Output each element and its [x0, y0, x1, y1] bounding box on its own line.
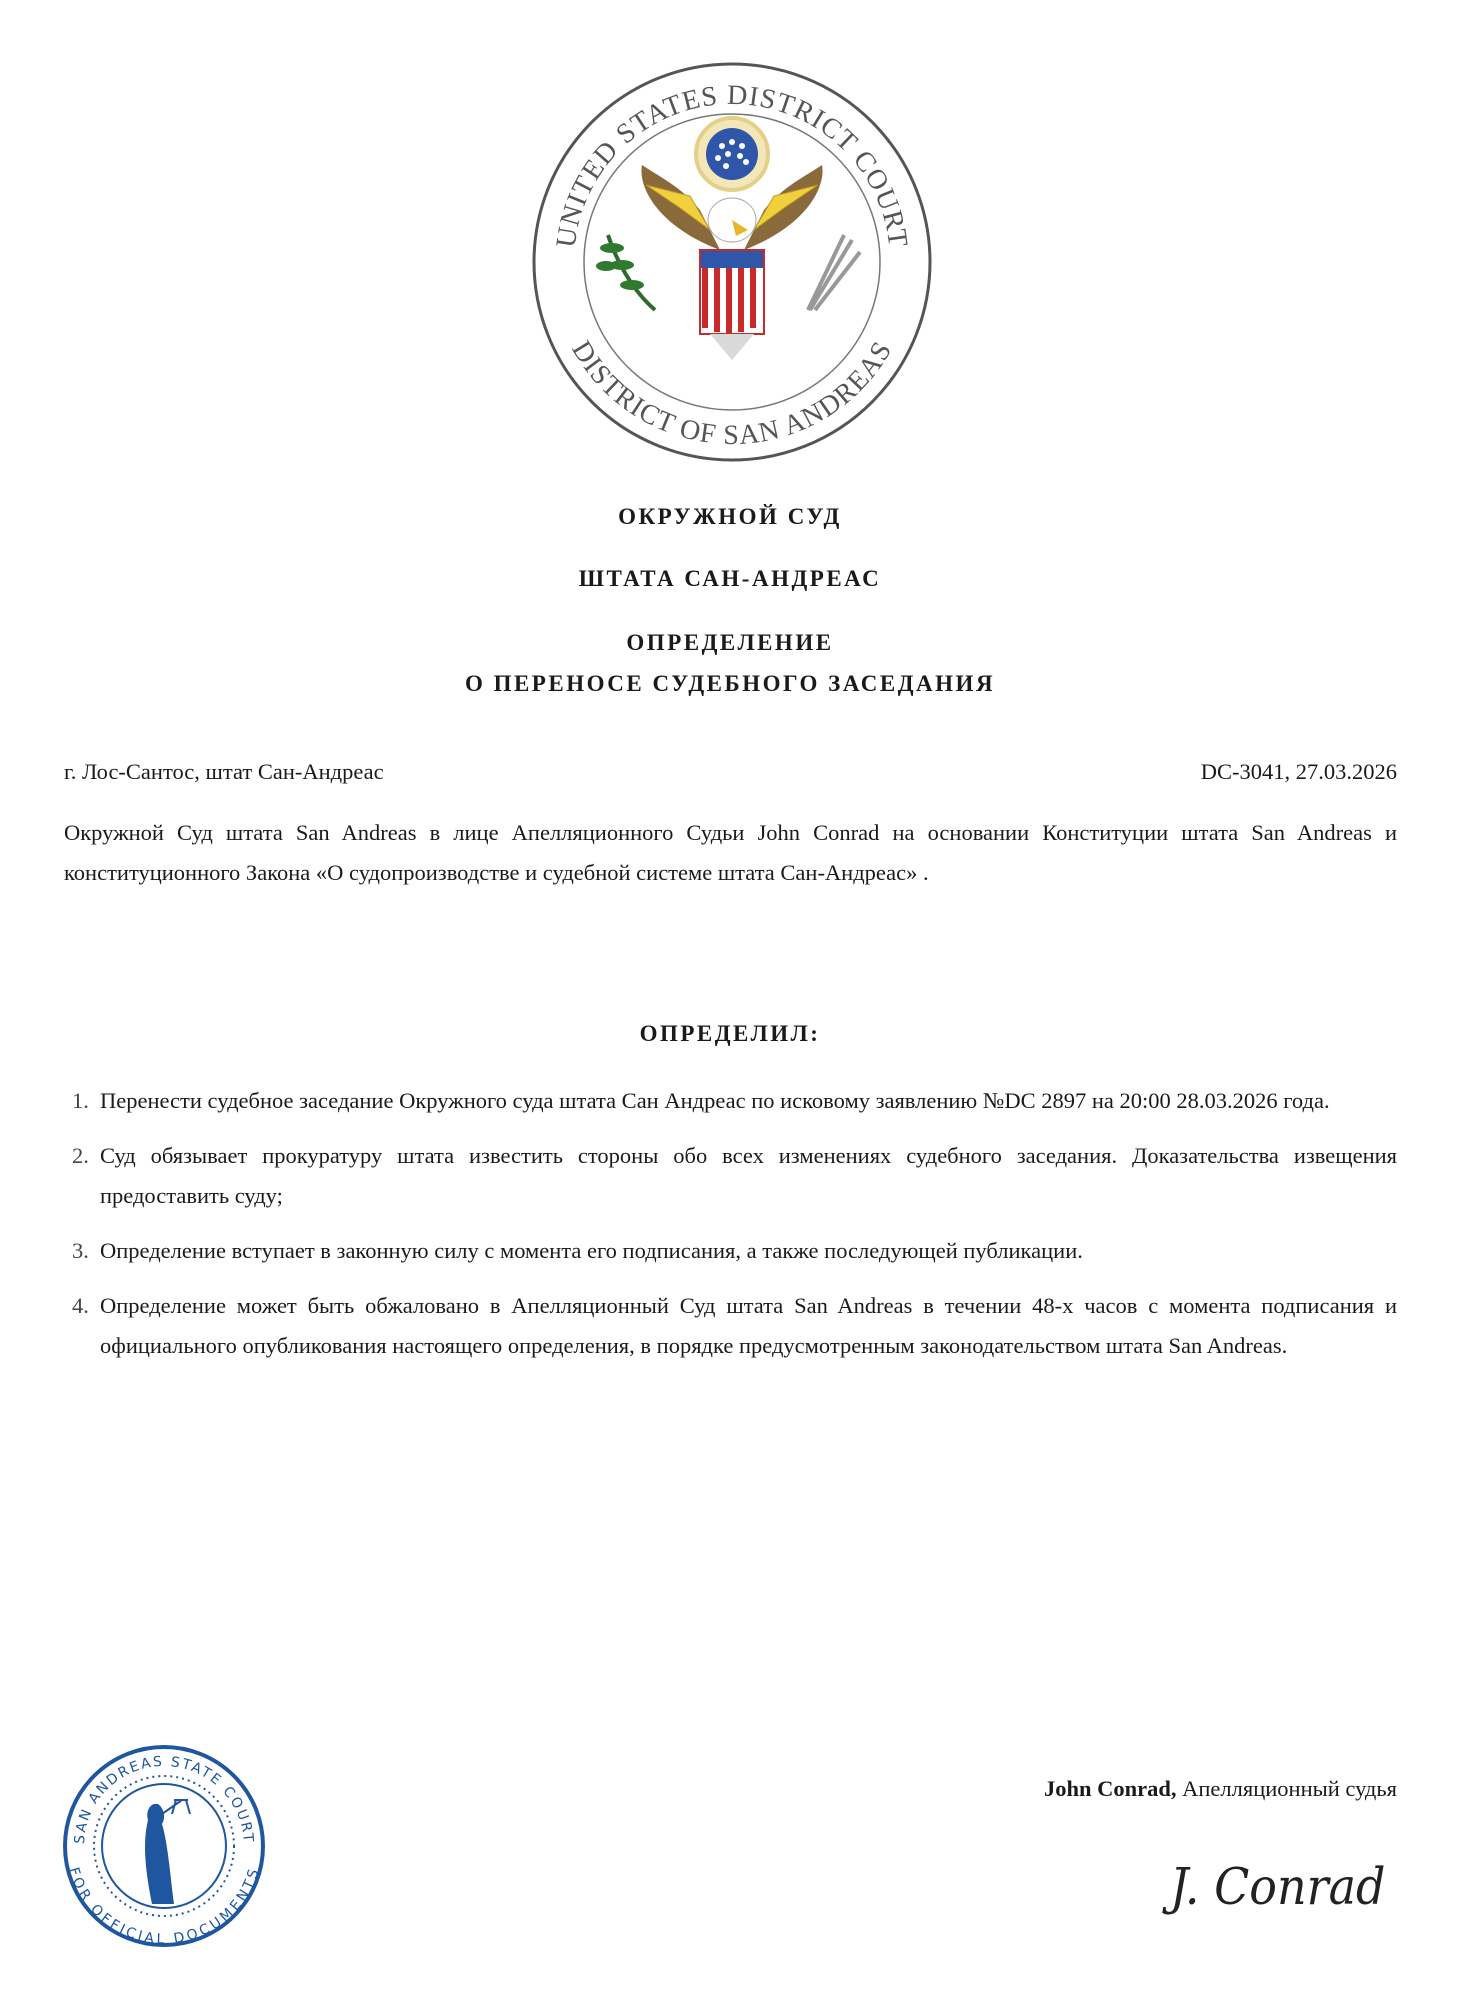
- item-text: Определение может быть обжаловано в Апелляционный Суд штата San Andreas в течении 48-х часов с момента подписания и официального опубликования настоящего определения, в порядке предусмотренным законодательством штата San Andreas.: [100, 1293, 1397, 1358]
- ruling-list: [64, 1081, 1397, 1381]
- signatory: [1044, 1776, 1397, 1802]
- court-stamp: [62, 1744, 266, 1948]
- svg-text:DISTRICT OF SAN ANDREAS: DISTRICT OF SAN ANDREAS: [565, 335, 899, 452]
- handwritten-signature: [1160, 1838, 1400, 1928]
- item-text: Определение вступает в законную силу с момента его подписания, а также последующей публикации.: [100, 1238, 1083, 1263]
- case-number-date: DC-3041, 27.03.2026: [1200, 759, 1397, 784]
- court-name-heading: ОКРУЖНОЙ СУД: [618, 504, 842, 529]
- list-item: [64, 1081, 1397, 1121]
- location: г. Лос-Сантос, штат Сан-Андреас: [64, 759, 384, 784]
- district-court-seal: [530, 60, 934, 464]
- item-number: 2.: [72, 1143, 89, 1168]
- ruling-heading: ОПРЕДЕЛИЛ:: [639, 1021, 821, 1046]
- item-text: Суд обязывает прокуратуру штата известить стороны обо всех изменениях судебного заседания. Доказательства извещения предоставить суду;: [100, 1143, 1397, 1208]
- intro-paragraph: Окружной Суд штата San Andreas в лице Апелляционного Судьи John Conrad на основании Конституции штата San Andreas и конституционного Закона «О судопроизводстве и судебной системе штата Сан-Андреас» .: [64, 820, 1397, 885]
- svg-text:J. Conrad: J. Conrad: [1170, 1857, 1386, 1917]
- signatory-role: Апелляционный судья: [1176, 1776, 1397, 1801]
- list-item: [64, 1231, 1397, 1271]
- svg-text:FOR OFFICIAL DOCUMENTS: FOR OFFICIAL DOCUMENTS: [65, 1865, 263, 1948]
- item-number: 1.: [72, 1088, 89, 1113]
- item-text: Перенести судебное заседание Окружного суда штата Сан Андреас по исковому заявлению №DC 2897 на 20:00 28.03.2026 года.: [100, 1088, 1330, 1113]
- meta-row: [64, 752, 1397, 792]
- signatory-name: John Conrad,: [1043, 1776, 1177, 1801]
- item-number: 3.: [72, 1238, 89, 1263]
- svg-text:UNITED STATES DISTRICT COURT: UNITED STATES DISTRICT COURT: [550, 79, 914, 250]
- svg-text:SAN ANDREAS STATE COURT: SAN ANDREAS STATE COURT: [71, 1753, 257, 1845]
- list-item: [64, 1286, 1397, 1366]
- state-name-heading: ШТАТА САН-АНДРЕАС: [578, 566, 882, 591]
- item-number: 4.: [72, 1293, 89, 1318]
- document-title: ОПРЕДЕЛЕНИЕ: [626, 630, 834, 655]
- list-item: [64, 1136, 1397, 1216]
- document-subtitle: О ПЕРЕНОСЕ СУДЕБНОГО ЗАСЕДАНИЯ: [464, 671, 996, 696]
